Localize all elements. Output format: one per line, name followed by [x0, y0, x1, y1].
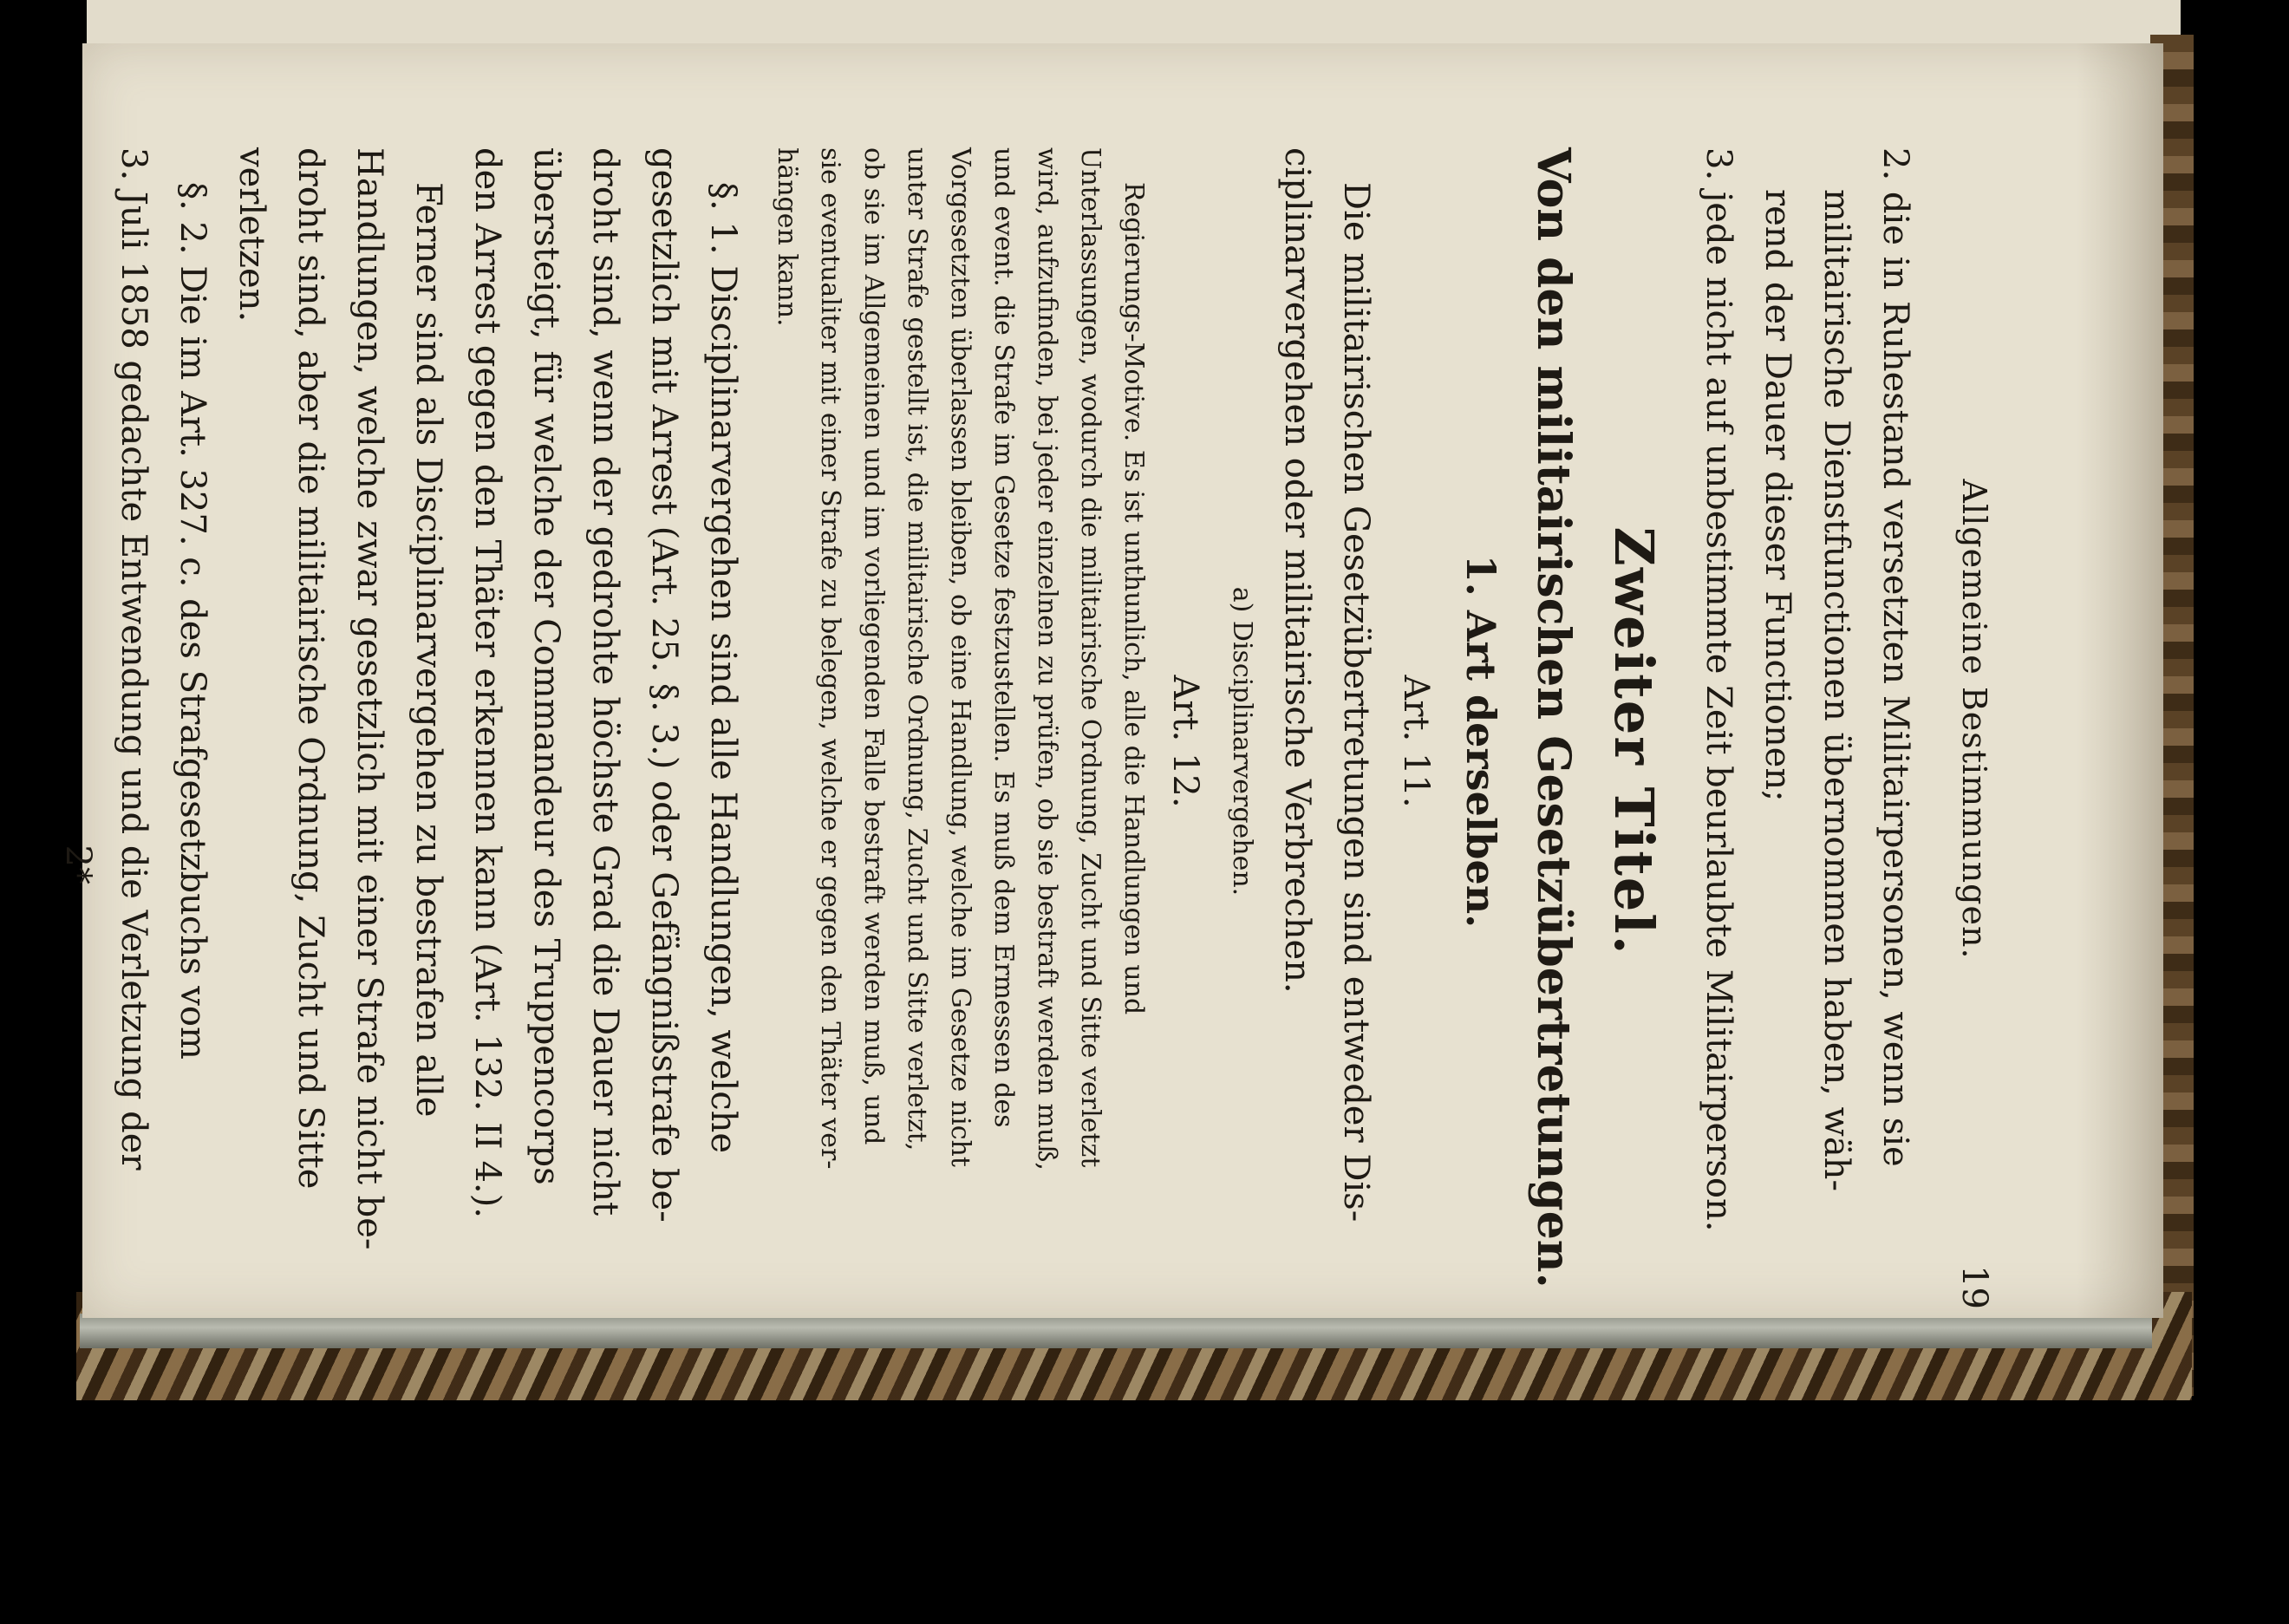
text-line: Handlungen, welche zwar gesetzlich mit einer Strafe nicht be-: [349, 147, 389, 1250]
article-12-label: Art. 12.: [1165, 675, 1205, 808]
list-line: rend der Dauer dieser Functionen;: [1758, 189, 1797, 802]
list-item: [1748, 147, 1925, 1335]
list-line: militairische Dienstfunctionen übernommen haben, wäh-: [1816, 189, 1856, 1191]
page-number: 19: [1954, 1265, 1994, 1309]
article-11-text: [1268, 147, 1386, 1335]
running-title: Allgemeine Bestimmungen.: [1955, 479, 1993, 960]
motive-line: sie eventualiter mit einer Strafe zu belegen, welche er gegen den Thäter ver-: [815, 147, 845, 1170]
title-sub: Von den militairischen Gesetzübertretungen.: [1527, 147, 1580, 1288]
text-line: Die militairischen Gesetzübertretungen sind entweder Dis-: [1336, 182, 1376, 1223]
page-text-block: [58, 147, 1994, 1335]
text-line: droht sind, wenn der gedrohte höchste Grad die Dauer nicht: [585, 147, 625, 1216]
text-line: den Arrest gegen den Thäter erkennen kann (Art. 132. II 4.).: [467, 147, 507, 1218]
text-line: übersteigt, für welche der Commandeur des Truppencorps: [526, 147, 566, 1185]
motive-line: Vorgesetzten überlassen bleiben, ob eine Handlung, welche im Gesetze nicht: [945, 147, 975, 1167]
motive-line: wird, aufzufinden, bei jeder einzelnen zu prüfen, ob sie bestraft werden muß,: [1032, 147, 1062, 1171]
list-line: 3. jede nicht auf unbestimmte Zeit beurlaubte Militairperson.: [1699, 147, 1738, 1232]
text-line: verletzen.: [232, 147, 271, 323]
motive-line: hängen kann.: [772, 147, 802, 327]
motive-line: unter Strafe gestellt ist, die militairische Ordnung, Zucht und Sitte verletzt,: [902, 147, 932, 1151]
list-line: 2. die in Ruhestand versetzten Militairpersonen, wenn sie: [1875, 147, 1915, 1167]
government-motives: [765, 147, 1155, 1335]
subheading: a) Disciplinarvergehen.: [1227, 586, 1257, 897]
motive-line: und event. die Strafe im Gesetze festzustellen. Es muß dem Ermessen des: [988, 147, 1019, 1128]
text-line: §. 1. Disciplinarvergehen sind alle Handlungen, welche: [703, 182, 743, 1154]
page-gutter-shadow: [2077, 43, 2163, 1318]
article-11-label: Art. 11.: [1396, 675, 1436, 808]
text-line: Ferner sind als Disciplinarvergehen zu bestrafen alle: [408, 182, 448, 1118]
signature-mark: 2*: [58, 845, 98, 884]
list-item: [1689, 147, 1748, 1335]
text-line: gesetzlich mit Arrest (Art. 25. §. 3.) oder Gefängnißstrafe be-: [644, 147, 684, 1223]
section-heading: 1. Art derselben.: [1458, 554, 1504, 929]
motive-line: ob sie im Allgemeinen und im vorliegenden Falle bestraft werden muß, und: [858, 147, 889, 1145]
running-header: [1925, 147, 1994, 1335]
text-line: droht sind, aber die militairische Ordnung, Zucht und Sitte: [290, 147, 330, 1190]
text-line: §. 2. Die im Art. 327. c. des Strafgesetzbuchs vom: [173, 182, 212, 1060]
text-line: 3. Juli 1858 gedachte Entwendung und die Verletzung der: [114, 147, 153, 1171]
title-main: Zweiter Titel.: [1602, 526, 1666, 956]
previous-page-edge: [87, 0, 2181, 46]
motive-line: Regierungs-Motive. Es ist unthunlich, alle die Handlungen und: [1118, 182, 1149, 1015]
paragraph-2: [222, 147, 458, 1335]
paragraph-1: [458, 147, 753, 1335]
text-line: ciplinarvergehen oder militairische Verbrechen.: [1277, 147, 1317, 994]
paragraph-3: [104, 147, 222, 1335]
motive-line: Unterlassungen, wodurch die militairische Ordnung, Zucht und Sitte verletzt: [1075, 147, 1105, 1168]
